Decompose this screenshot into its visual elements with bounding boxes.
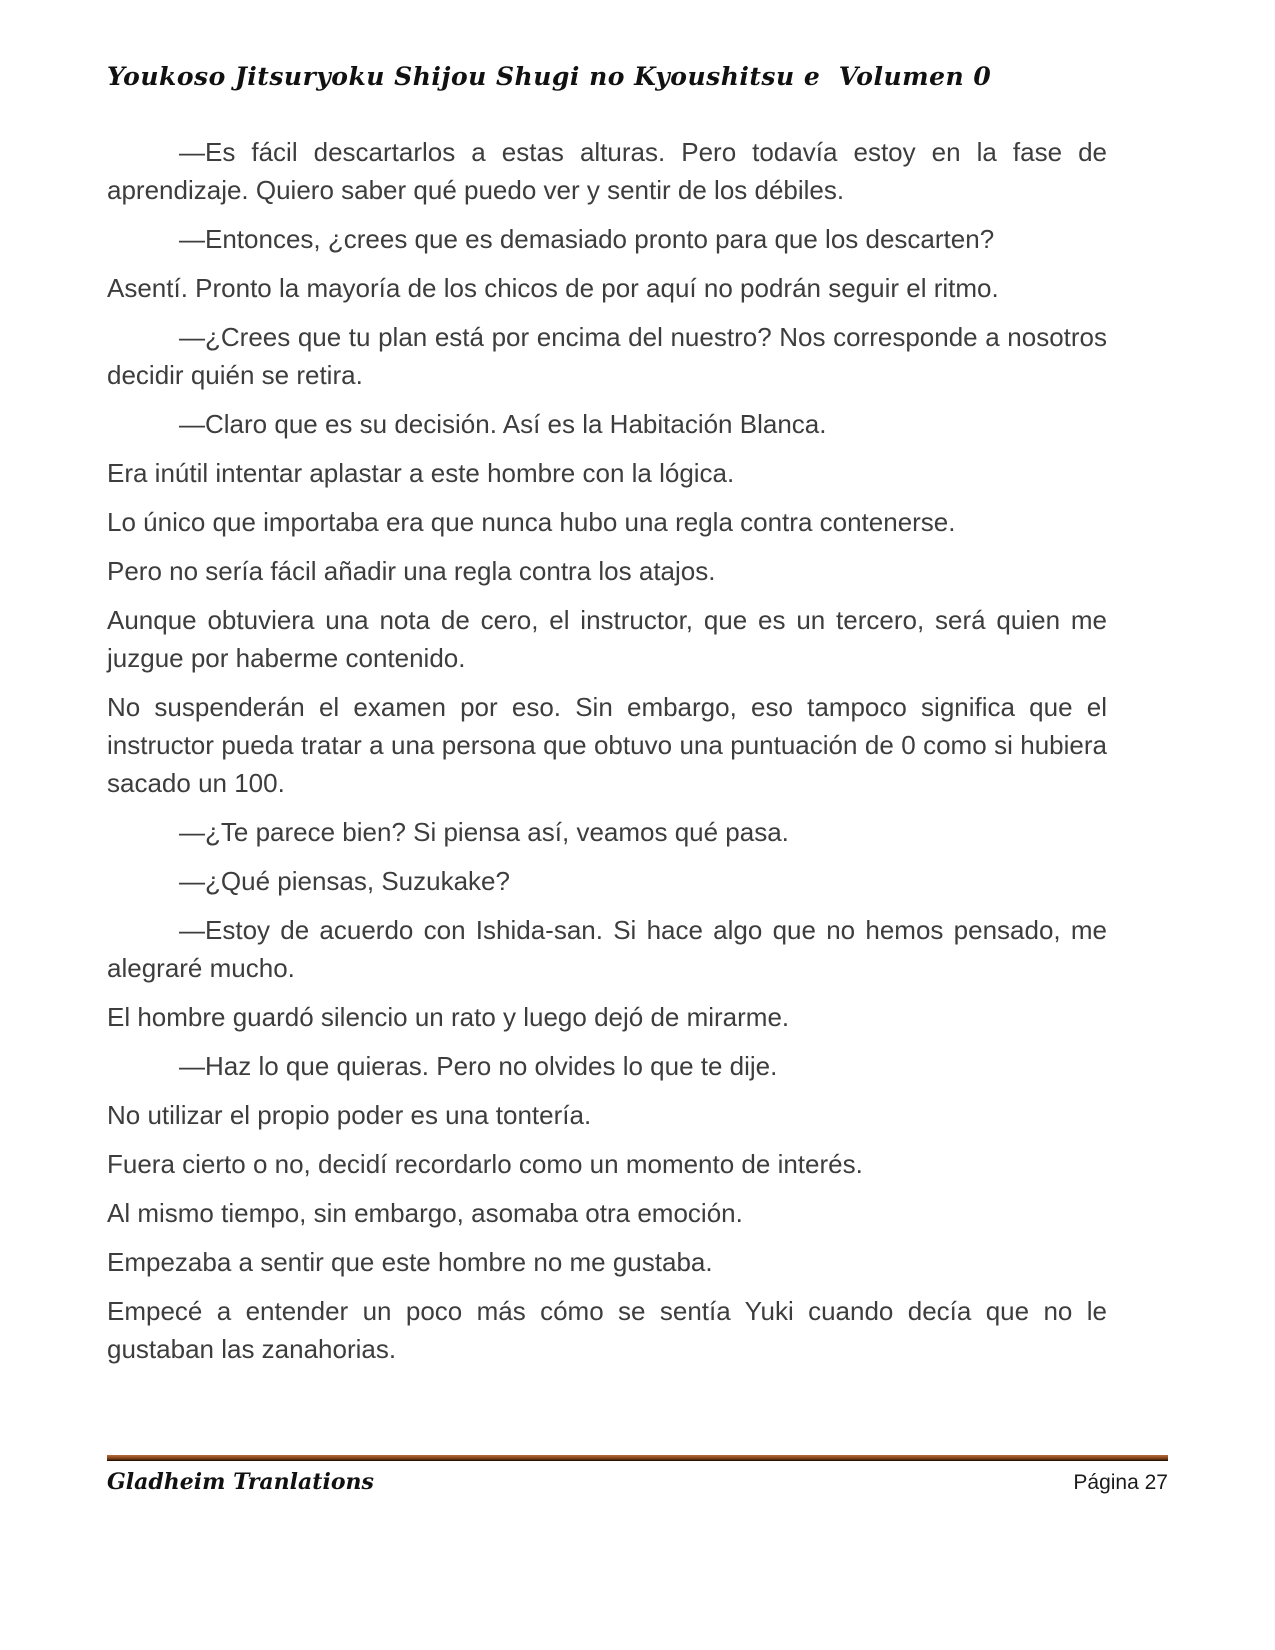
paragraph: —Estoy de acuerdo con Ishida-san. Si hace algo que no hemos pensado, me alegraré mucho. xyxy=(107,915,1107,983)
paragraph: No utilizar el propio poder es una tontería. xyxy=(107,1100,592,1130)
paragraph: —Haz lo que quieras. Pero no olvides lo que te dije. xyxy=(179,1051,778,1081)
paragraph: El hombre guardó silencio un rato y luego dejó de mirarme. xyxy=(107,1002,790,1032)
paragraph: —Entonces, ¿crees que es demasiado pronto para que los descarten? xyxy=(179,224,995,254)
paragraph: Pero no sería fácil añadir una regla contra los atajos. xyxy=(107,556,716,586)
footer-rule xyxy=(107,1455,1168,1461)
paragraph: —Claro que es su decisión. Así es la Habitación Blanca. xyxy=(179,409,827,439)
paragraph: —¿Qué piensas, Suzukake? xyxy=(179,866,510,896)
footer-translator-credit: Gladheim Tranlations xyxy=(107,1469,374,1495)
body-paragraphs xyxy=(107,133,1107,1379)
paragraph: Empezaba a sentir que este hombre no me gustaba. xyxy=(107,1247,713,1277)
paragraph: Lo único que importaba era que nunca hubo una regla contra contenerse. xyxy=(107,507,956,537)
paragraph: Al mismo tiempo, sin embargo, asomaba otra emoción. xyxy=(107,1198,743,1228)
paragraph: Empecé a entender un poco más cómo se sentía Yuki cuando decía que no le gustaban las zanahorias. xyxy=(107,1296,1107,1364)
paragraph: No suspenderán el examen por eso. Sin embargo, eso tampoco significa que el instructor pueda tratar a una persona que obtuvo una puntuación de 0 como si hubiera sacado un 100. xyxy=(107,692,1107,798)
paragraph: —¿Te parece bien? Si piensa así, veamos qué pasa. xyxy=(179,817,789,847)
footer-row xyxy=(107,1469,1168,1495)
paragraph: —Es fácil descartarlos a estas alturas. Pero todavía estoy en la fase de aprendizaje. Quiero saber qué puedo ver y sentir de los débiles. xyxy=(107,137,1107,205)
paragraph: Era inútil intentar aplastar a este hombre con la lógica. xyxy=(107,458,735,488)
page-footer xyxy=(107,1455,1168,1495)
paragraph: Aunque obtuviera una nota de cero, el instructor, que es un tercero, será quien me juzgue por haberme contenido. xyxy=(107,605,1107,673)
paragraph: —¿Crees que tu plan está por encima del nuestro? Nos corresponde a nosotros decidir quién se retira. xyxy=(107,322,1107,390)
header-title: Youkoso Jitsuryoku Shijou Shugi no Kyoushitsu e Volumen 0 xyxy=(107,62,992,91)
page-header xyxy=(107,62,1168,91)
footer-page-number: Página 27 xyxy=(1073,1471,1168,1494)
paragraph: Asentí. Pronto la mayoría de los chicos de por aquí no podrán seguir el ritmo. xyxy=(107,273,999,303)
paragraph: Fuera cierto o no, decidí recordarlo como un momento de interés. xyxy=(107,1149,863,1179)
